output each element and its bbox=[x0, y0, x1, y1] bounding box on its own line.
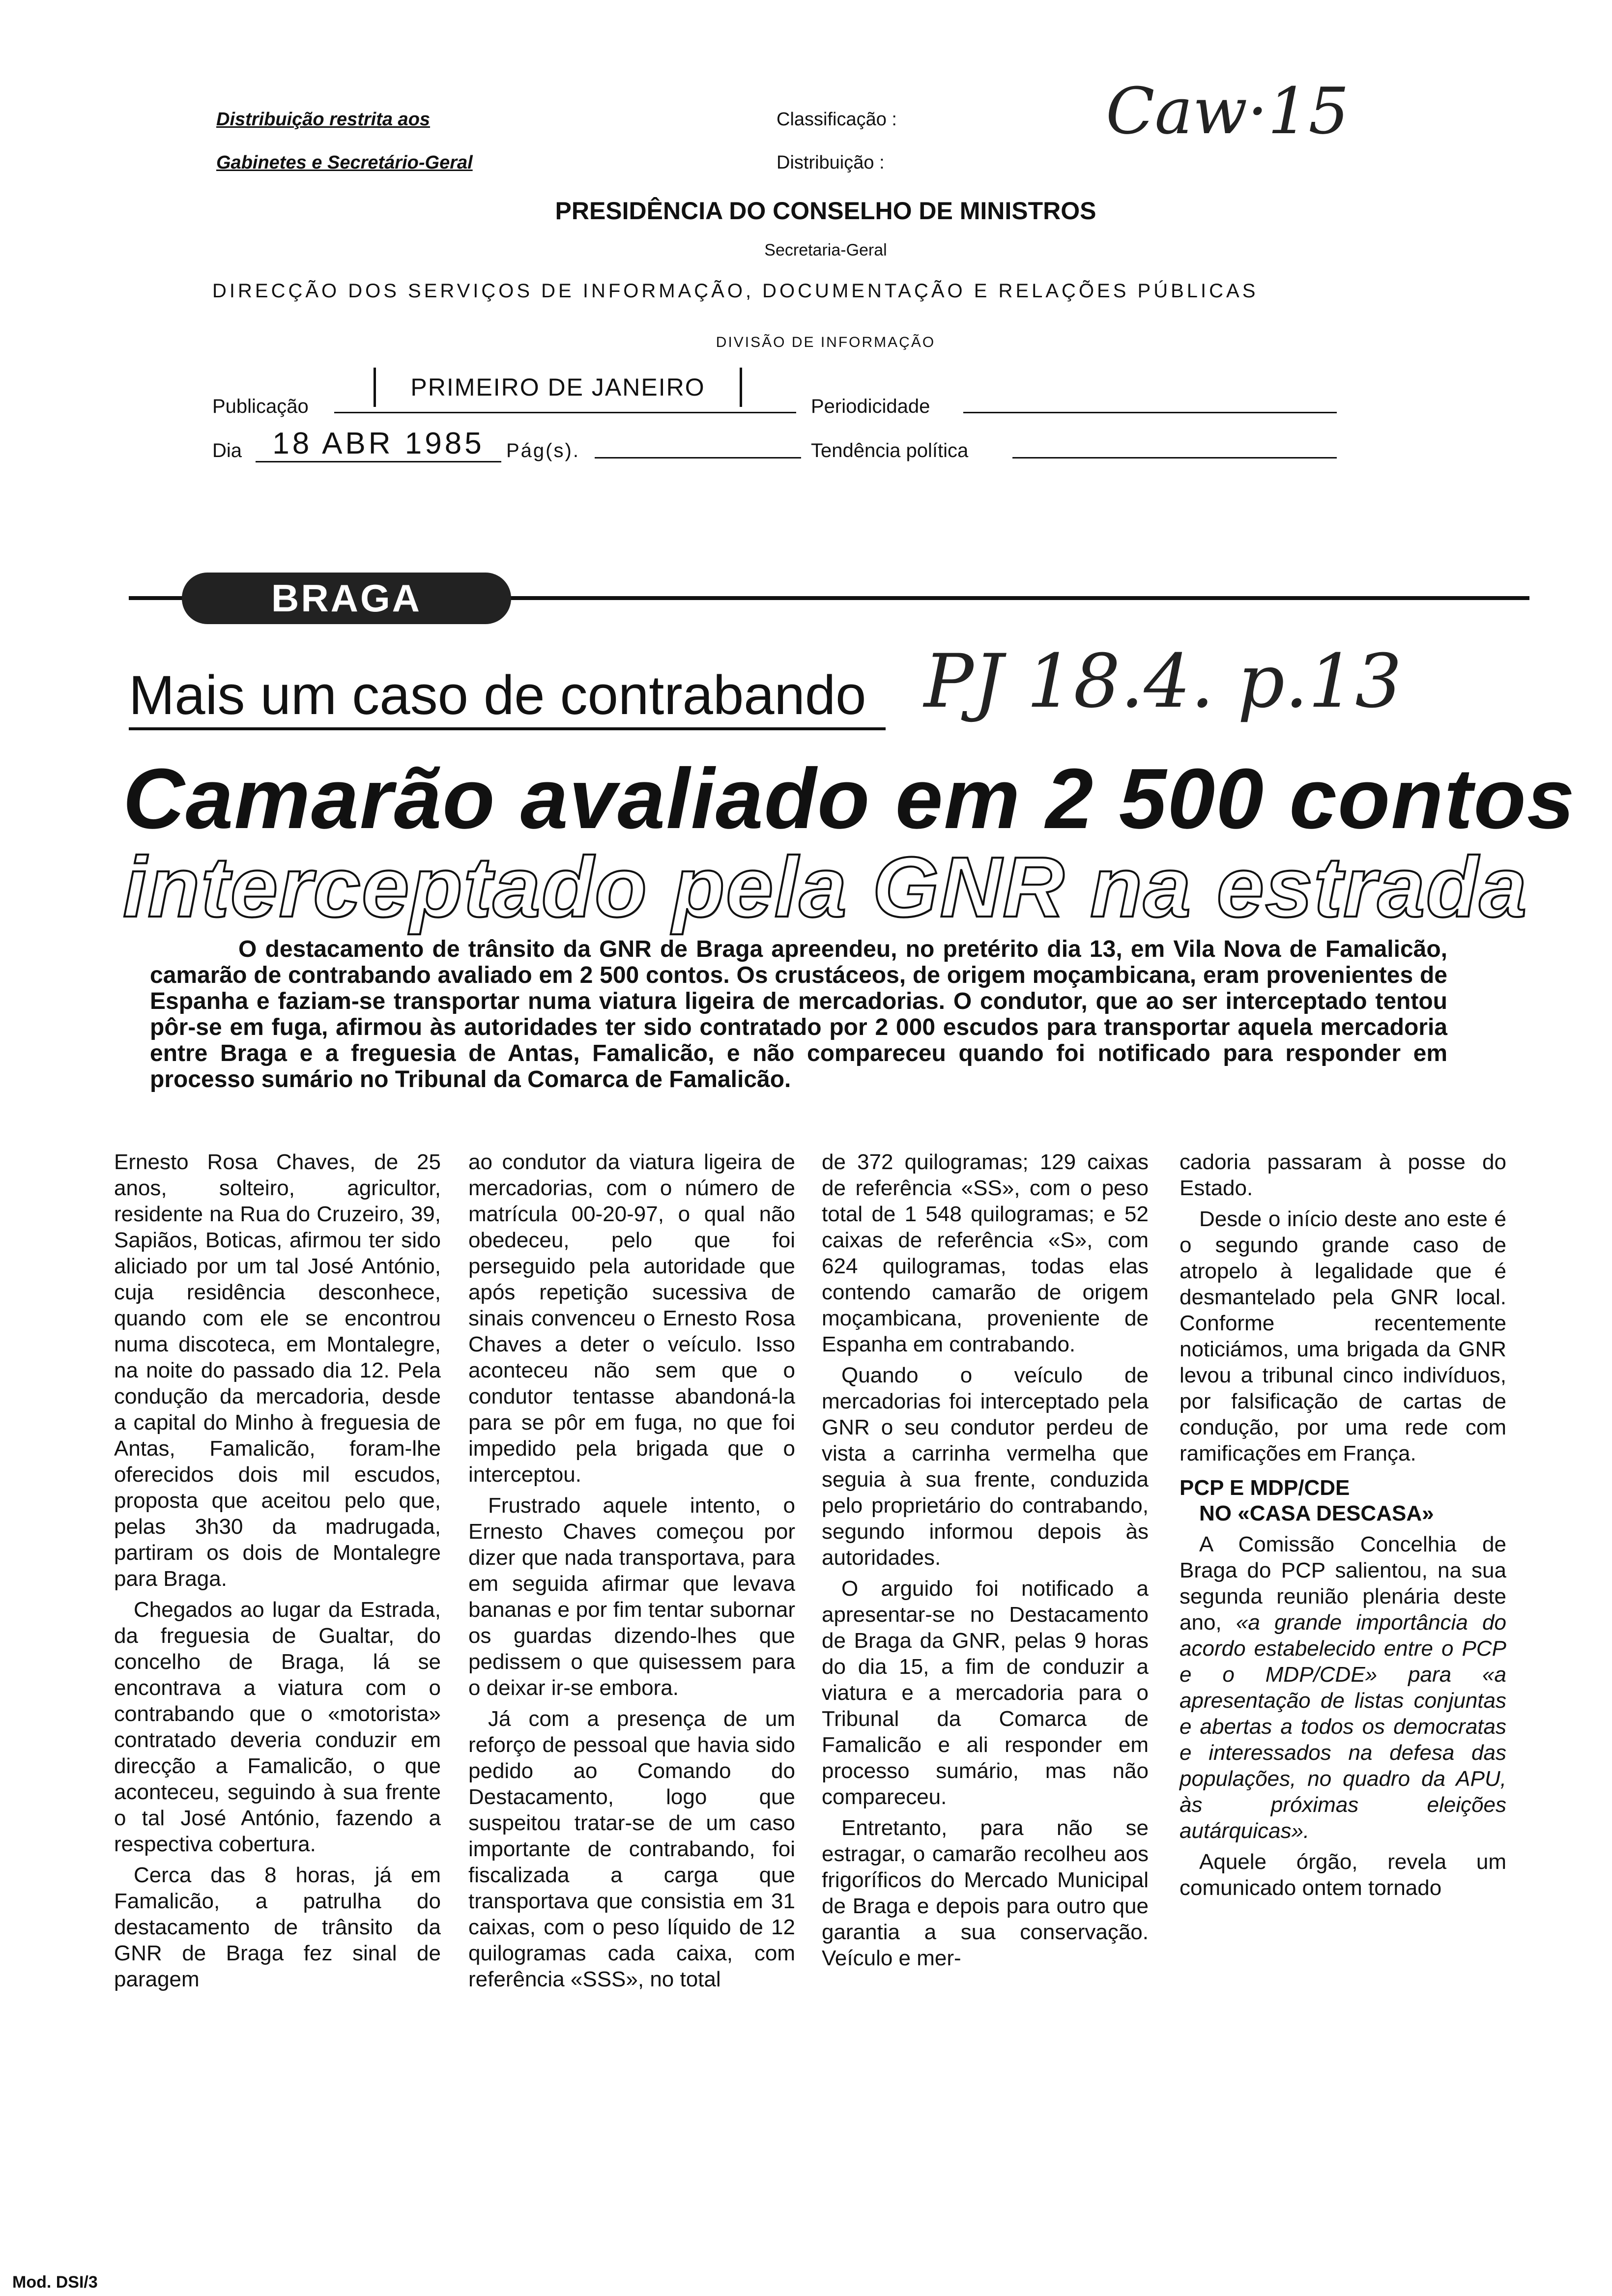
classification-label: Classificação : bbox=[777, 109, 897, 130]
column-4 bbox=[1180, 1149, 1506, 1906]
restricted-line1: Distribuição restrita aos bbox=[216, 109, 431, 130]
col4-paragraph-1: cadoria passaram à posse do Estado. bbox=[1180, 1150, 1506, 1200]
headline: Camarão avaliado em 2 500 contos bbox=[123, 750, 1576, 846]
col4-subhead bbox=[1180, 1475, 1506, 1526]
restricted-line2: Gabinetes e Secretário-Geral bbox=[216, 152, 473, 173]
col4-paragraph-2: Desde o início deste ano este é o segundo grande caso de atropelo à legalidade que é desmantelado pela GNR local. Conforme recentemente noticiámos, uma brigada da GNR levou a tribunal cinco indivíduos, por falsificação de cartas de condução, por uma rede com ramificações em França. bbox=[1180, 1207, 1506, 1465]
col4-paragraph-3-quote: «a grande importância do acordo estabelecido entre o PCP e o MDP/CDE» para «a apresentação de listas conjuntas e abertas a todos os democratas e interessados na defesa das populações, no quadro da APU, às próximas eleições autárquicas». bbox=[1180, 1610, 1506, 1843]
division-title: DIVISÃO DE INFORMAÇÃO bbox=[716, 334, 936, 350]
secretariat-title: Secretaria-Geral bbox=[764, 241, 887, 259]
col2-paragraph-2: Frustrado aquele intento, o Ernesto Chaves começou por dizer que nada transportava, para em seguida afirmar que levava bananas e por fim tentar subornar os guardas dizendo-lhes que pedissem o que quisessem para o deixar ir-se embora. bbox=[468, 1493, 795, 1700]
col1-paragraph-2: Chegados ao lugar da Estrada, da freguesia de Gualtar, do concelho de Braga, lá se encontrava a viatura com o contrabando que o «motorista» contratado deveria conduzir em direcção a Famalicão, o que aconteceu, seguindo à sua frente o tal José António, fazendo a respectiva cobertura. bbox=[114, 1598, 441, 1856]
col2-paragraph-1: ao condutor da viatura ligeira de mercadorias, com o número de matrícula 00-20-97, o qual não obedeceu, pelo que foi perseguido pela autoridade que após repetição sucessiva de sinais convenceu o Ernesto Rosa Chaves a deter o veículo. Isso aconteceu não sem que o condutor tentasse abandoná-la para se pôr em fuga, no que foi impedido pela brigada que o interceptou. bbox=[468, 1150, 795, 1487]
col4-subhead-line2: NO «CASA DESCASA» bbox=[1199, 1501, 1434, 1525]
col4-paragraph-3-intro: A Comissão Concelhia de Braga do PCP salientou, na sua segunda reunião plenária deste ano, bbox=[1180, 1532, 1506, 1635]
handwritten-note: PJ 18.4. p.13 bbox=[924, 639, 1402, 724]
col4-paragraph-3 bbox=[1180, 1531, 1506, 1844]
kicker: Mais um caso de contrabando bbox=[129, 663, 886, 730]
col4-subhead-line1: PCP E MDP/CDE bbox=[1180, 1476, 1350, 1500]
day-value: 18 ABR 1985 bbox=[256, 427, 501, 462]
publication-stamp: PRIMEIRO DE JANEIRO bbox=[374, 368, 742, 407]
col3-paragraph-3: O arguido foi notificado a apresentar-se no Destacamento de Braga da GNR, pelas 9 horas do dia 15, a fim de conduzir a viatura e a mercadoria para o Tribunal da Comarca de Famalicão e ali responder em processo sumário, mas não compareceu. bbox=[822, 1577, 1149, 1809]
periodicity-label: Periodicidade bbox=[811, 396, 930, 417]
pages-line bbox=[595, 457, 801, 459]
handwritten-code: Caw·15 bbox=[1106, 74, 1349, 148]
directorate-title: DIRECÇÃO DOS SERVIÇOS DE INFORMAÇÃO, DOCUMENTAÇÃO E RELAÇÕES PÚBLICAS bbox=[212, 280, 1259, 302]
publication-label: Publicação bbox=[212, 396, 309, 417]
periodicity-line bbox=[963, 412, 1337, 413]
pages-label: Pág(s). bbox=[506, 440, 580, 461]
subheadline: interceptado pela GNR na estrada bbox=[123, 839, 1528, 935]
col3-paragraph-4: Entretanto, para não se estragar, o camarão recolheu aos frigoríficos do Mercado Municipal de Braga e depois para outro que garantia a sua conservação. Veículo e mer- bbox=[822, 1816, 1149, 1970]
col1-paragraph-3: Cerca das 8 horas, já em Famalicão, a patrulha do destacamento de trânsito da GNR de Braga fez sinal de paragem bbox=[114, 1863, 441, 1991]
political-line bbox=[1012, 457, 1337, 459]
section-badge: BRAGA bbox=[182, 573, 511, 624]
col3-paragraph-1: de 372 quilogramas; 129 caixas de referência «SS», com o peso total de 1 548 quilogramas; e 52 caixas de referência «S», com 624 quilogramas, todas elas contendo camarão de origem moçambicana, proveniente de Espanha em contrabando. bbox=[822, 1150, 1149, 1356]
column-2 bbox=[468, 1149, 795, 1997]
col4-paragraph-4: Aquele órgão, revela um comunicado ontem tornado bbox=[1180, 1850, 1506, 1900]
publication-line bbox=[334, 412, 796, 413]
political-label: Tendência política bbox=[811, 440, 969, 461]
col2-paragraph-3: Já com a presença de um reforço de pessoal que havia sido pedido ao Comando do Destacamento, logo que suspeitou tratar-se de um caso importante de contrabando, foi fiscalizada a carga que transportava que consistia em 31 caixas, com o peso líquido de 12 quilogramas cada caixa, com referência «SSS», no total bbox=[468, 1707, 795, 1991]
column-1 bbox=[114, 1149, 441, 1997]
form-code: Mod. DSI/3 bbox=[12, 2273, 98, 2292]
lead-paragraph: O destacamento de trânsito da GNR de Braga apreendeu, no pretérito dia 13, em Vila Nova de Famalicão, camarão de contrabando avaliado em 2 500 contos. Os crustáceos, de origem moçambicana, eram provenientes de Espanha e faziam-se transportar numa viatura ligeira de mercadorias. O condutor, que ao ser interceptado tentou pôr-se em fuga, afirmou às autoridades ter sido contratado por 2 000 escudos para transportar aquela mercadoria entre Braga e a freguesia de Antas, Famalicão, e não compareceu quando foi notificado para responder em processo sumário no Tribunal da Comarca de Famalicão. bbox=[150, 936, 1447, 1092]
col1-paragraph-1: Ernesto Rosa Chaves, de 25 anos, solteiro, agricultor, residente na Rua do Cruzeiro, 39, Sapiãos, Boticas, afirmou ter sido aliciado por um tal José António, cuja residência desconhece, quando com ele se encontrou numa discoteca, em Montalegre, na noite do passado dia 12. Pela condução da mercadoria, desde a capital do Minho à freguesia de Antas, Famalicão, foram-lhe oferecidos dois mil escudos, proposta que aceitou pelo que, pelas 3h30 da madrugada, partiram os dois de Montalegre para Braga. bbox=[114, 1150, 441, 1591]
distribution-label: Distribuição : bbox=[777, 152, 885, 173]
presidency-title: PRESIDÊNCIA DO CONSELHO DE MINISTROS bbox=[555, 197, 1096, 225]
day-label: Dia bbox=[212, 440, 242, 461]
col3-paragraph-2: Quando o veículo de mercadorias foi interceptado pela GNR o seu condutor perdeu de vista a carrinha vermelha que seguia à sua frente, conduzida pelo proprietário do contrabando, segundo informou depois às autoridades. bbox=[822, 1363, 1149, 1570]
column-3 bbox=[822, 1149, 1149, 1976]
